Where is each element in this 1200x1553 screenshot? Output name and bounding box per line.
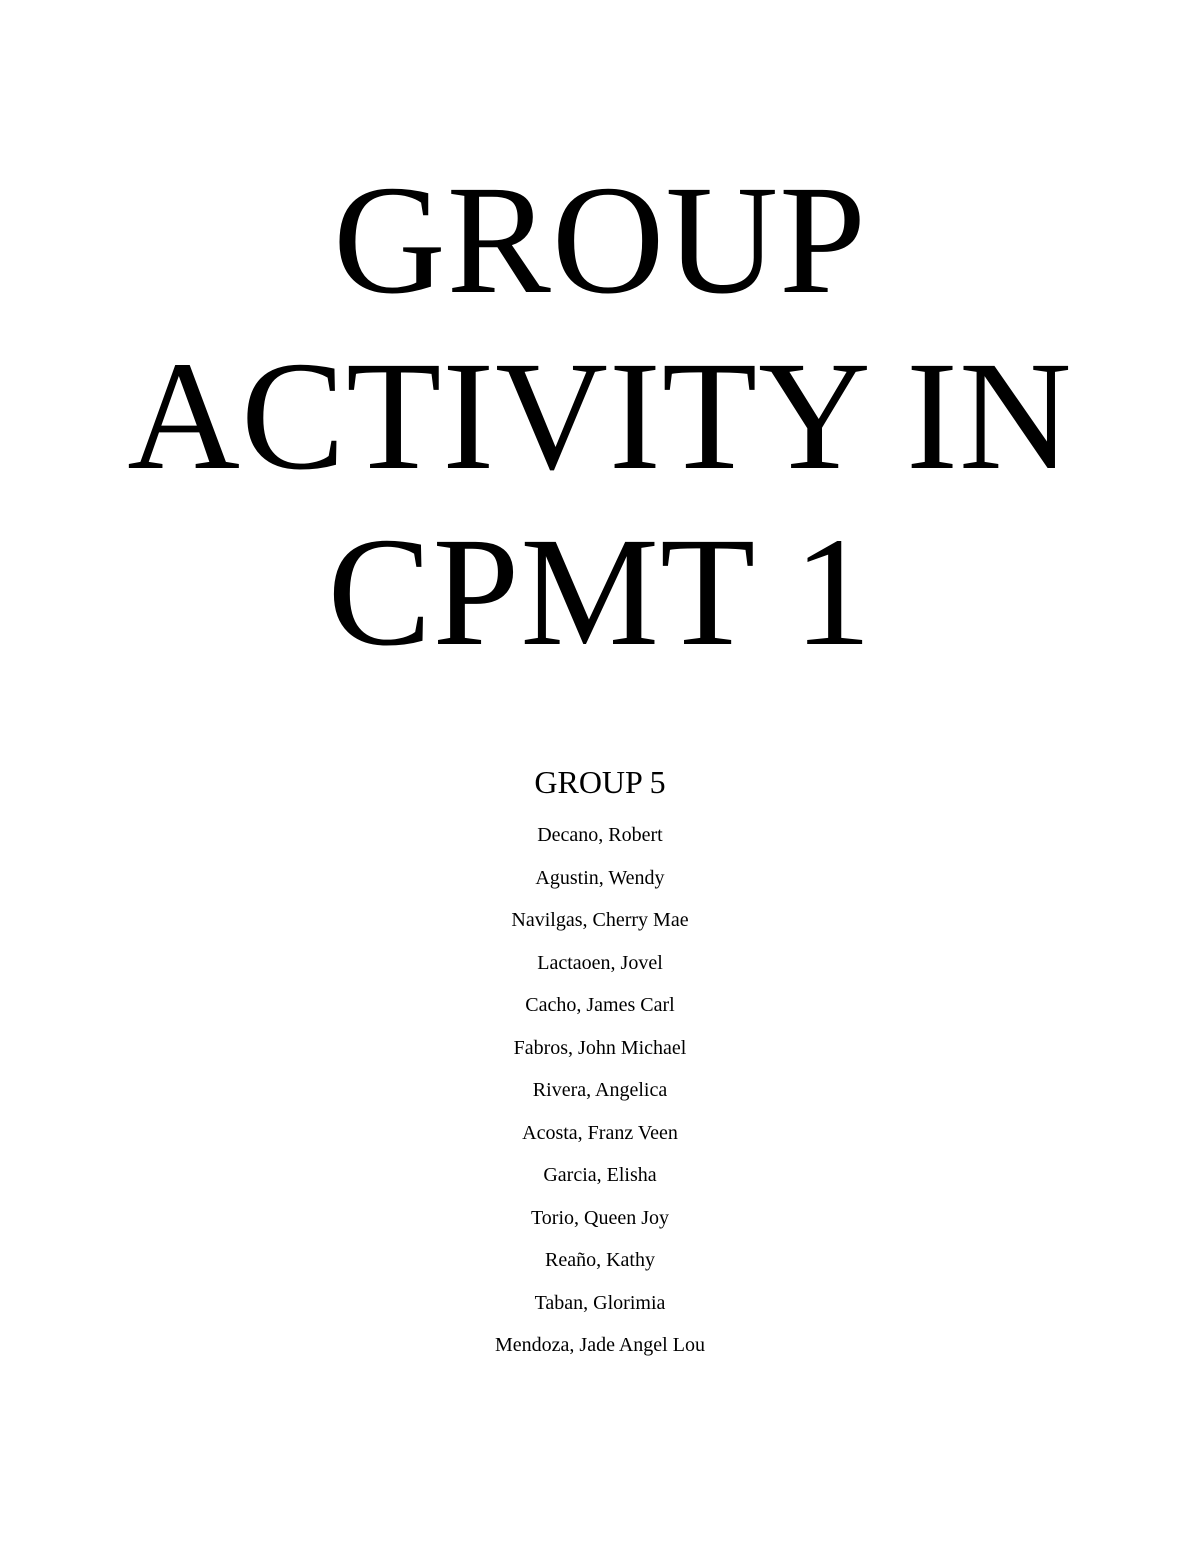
member-name: Reaño, Kathy (545, 1249, 655, 1271)
member-name: Fabros, John Michael (513, 1036, 687, 1059)
member-name: Garcia, Elisha (543, 1164, 657, 1186)
member-name: Lactaoen, Jovel (537, 951, 663, 974)
member-name: Rivera, Angelica (532, 1079, 668, 1101)
member-name: Taban, Glorimia (534, 1291, 666, 1314)
title-line-1: GROUP (333, 153, 867, 326)
title-line-2: ACTIVITY IN (127, 329, 1073, 502)
member-name: Mendoza, Jade Angel Lou (495, 1334, 705, 1356)
member-name: Acosta, Franz Veen (522, 1121, 678, 1144)
document-title (0, 152, 1200, 680)
member-name: Torio, Queen Joy (530, 1206, 670, 1229)
member-name: Cacho, James Carl (525, 994, 675, 1016)
member-list (0, 819, 1200, 1372)
member-name: Navilgas, Cherry Mae (511, 909, 689, 931)
group-label: GROUP 5 (534, 764, 666, 800)
member-name: Decano, Robert (537, 824, 663, 846)
member-name: Agustin, Wendy (535, 866, 665, 889)
title-line-3: CPMT 1 (327, 505, 873, 678)
